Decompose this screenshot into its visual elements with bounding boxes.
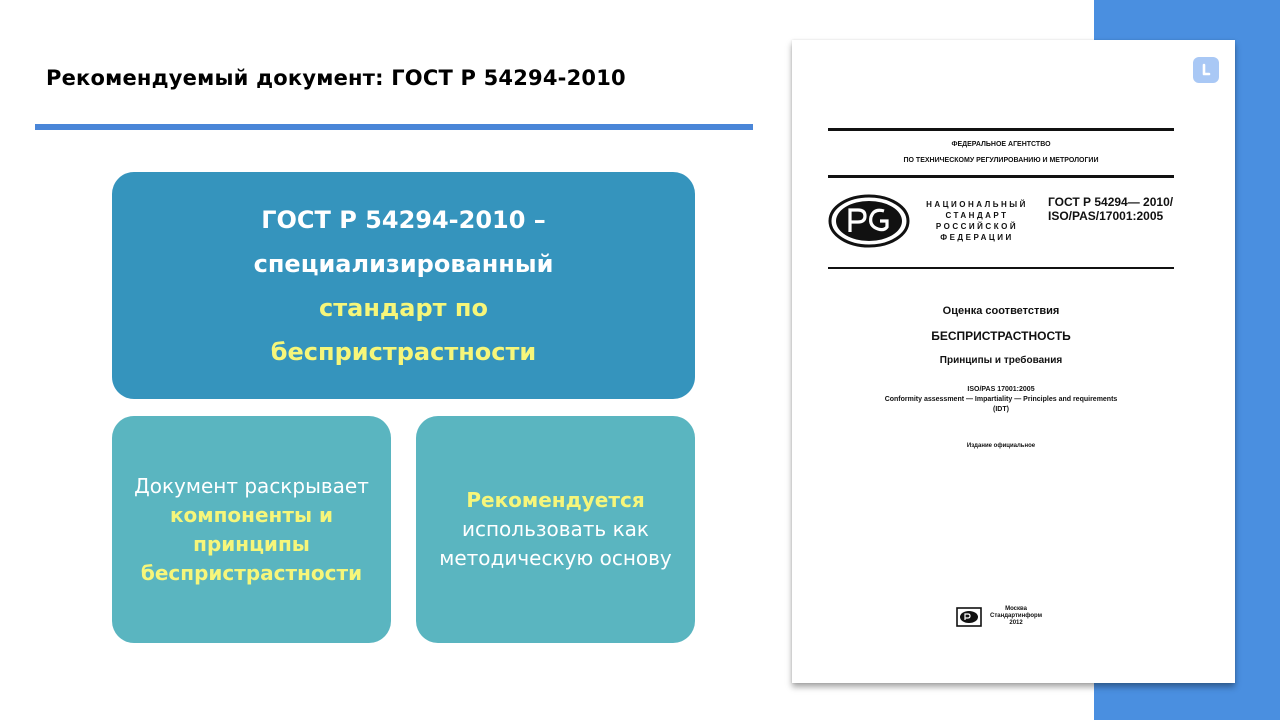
rst-logo-icon (828, 194, 910, 253)
recommendation-text: использовать как методическую основу (439, 517, 672, 570)
main-line-2: специализированный (253, 249, 554, 278)
components-text: Документ раскрывает (134, 473, 369, 498)
document-cover-image (792, 40, 1235, 683)
slide-title: Рекомендуемый документ: ГОСТ Р 54294-2010 (46, 66, 626, 90)
publisher-year: 2012 (1009, 620, 1023, 626)
publisher-block (956, 606, 1042, 627)
title-divider (35, 124, 753, 130)
bookmark-icon (1193, 57, 1219, 83)
iso-reference: ISO/PAS 17001:2005 (967, 386, 1035, 393)
agency-line-2: ПО ТЕХНИЧЕСКОМУ РЕГУЛИРОВАНИЮ И МЕТРОЛОГИИ (903, 157, 1099, 164)
iso-idt: (IDT) (993, 406, 1009, 413)
agency-line-1: ФЕДЕРАЛЬНОЕ АГЕНТСТВО (951, 141, 1051, 148)
cover-rule-top (828, 128, 1174, 131)
cover-rule-middle (828, 175, 1174, 178)
recommendation-box (416, 416, 695, 643)
edition-label: Издание официальное (966, 443, 1036, 449)
main-line-1: ГОСТ Р 54294-2010 – (261, 205, 546, 234)
gost-number: ГОСТ Р 54294— 2010/ ISO/PAS/17001:2005 (1048, 195, 1174, 223)
cover-heading-3: Принципы и требования (939, 355, 1063, 366)
cover-heading-1: Оценка соответствия (942, 305, 1060, 317)
publisher-name: Стандартинформ (990, 613, 1043, 619)
cover-rule-bottom (828, 267, 1174, 269)
publisher-city: Москва (1005, 606, 1027, 612)
recommendation-highlight: Рекомендуется (466, 488, 645, 512)
publisher-logo-icon (956, 607, 982, 627)
main-statement-box (112, 172, 695, 399)
cover-heading-2: БЕСПРИСТРАСТНОСТЬ (931, 329, 1071, 343)
components-highlight: компоненты и принципы беспристрастности (140, 502, 363, 585)
main-highlight: стандарт по беспристрастности (270, 293, 537, 366)
national-standard-label: НАЦИОНАЛЬНЫЙ СТАНДАРТ РОССИЙСКОЙ ФЕДЕРАЦИИ (926, 200, 1028, 242)
components-box (112, 416, 391, 643)
iso-title: Conformity assessment — Impartiality — Principles and requirements (884, 396, 1118, 403)
